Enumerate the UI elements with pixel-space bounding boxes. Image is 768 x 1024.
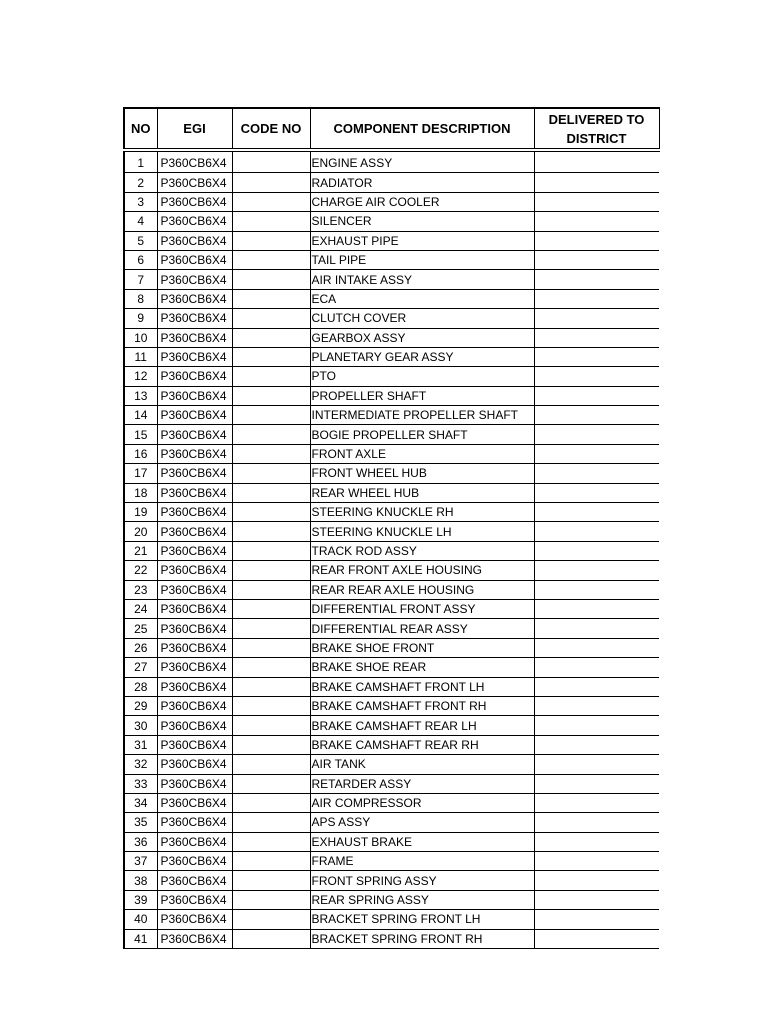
table-row <box>124 522 659 541</box>
table-row <box>124 483 659 502</box>
table-row <box>124 270 659 289</box>
cell-component-description: FRONT AXLE <box>310 444 534 463</box>
table-row <box>124 561 659 580</box>
cell-component-description: AIR COMPRESSOR <box>310 793 534 812</box>
cell-delivered-to-district <box>534 716 659 735</box>
cell-delivered-to-district <box>534 367 659 386</box>
cell-egi: P360CB6X4 <box>157 270 232 289</box>
cell-code-no <box>232 483 310 502</box>
cell-code-no <box>232 212 310 231</box>
table-row <box>124 289 659 308</box>
table-row <box>124 774 659 793</box>
cell-delivered-to-district <box>534 658 659 677</box>
cell-no: 3 <box>124 192 157 211</box>
cell-egi: P360CB6X4 <box>157 871 232 890</box>
table-row <box>124 367 659 386</box>
cell-delivered-to-district <box>534 289 659 308</box>
cell-egi: P360CB6X4 <box>157 832 232 851</box>
cell-code-no <box>232 755 310 774</box>
table-row <box>124 832 659 851</box>
header-delivered-line2: DISTRICT <box>566 130 627 146</box>
cell-component-description: AIR INTAKE ASSY <box>310 270 534 289</box>
cell-no: 30 <box>124 716 157 735</box>
cell-delivered-to-district <box>534 192 659 211</box>
cell-code-no <box>232 774 310 793</box>
cell-no: 38 <box>124 871 157 890</box>
header-delivered-to-district <box>534 108 659 150</box>
cell-code-no <box>232 871 310 890</box>
cell-egi: P360CB6X4 <box>157 347 232 366</box>
cell-no: 5 <box>124 231 157 250</box>
cell-code-no <box>232 231 310 250</box>
cell-component-description: BOGIE PROPELLER SHAFT <box>310 425 534 444</box>
cell-component-description: REAR SPRING ASSY <box>310 890 534 909</box>
cell-delivered-to-district <box>534 270 659 289</box>
cell-no: 1 <box>124 154 157 173</box>
cell-no: 33 <box>124 774 157 793</box>
cell-component-description: FRONT WHEEL HUB <box>310 464 534 483</box>
cell-delivered-to-district <box>534 444 659 463</box>
cell-no: 34 <box>124 793 157 812</box>
cell-egi: P360CB6X4 <box>157 192 232 211</box>
cell-no: 24 <box>124 599 157 618</box>
table-row <box>124 793 659 812</box>
cell-delivered-to-district <box>534 250 659 269</box>
cell-code-no <box>232 250 310 269</box>
cell-no: 10 <box>124 328 157 347</box>
cell-delivered-to-district <box>534 464 659 483</box>
cell-component-description: FRAME <box>310 852 534 871</box>
table-row <box>124 347 659 366</box>
cell-delivered-to-district <box>534 774 659 793</box>
cell-delivered-to-district <box>534 347 659 366</box>
cell-delivered-to-district <box>534 231 659 250</box>
cell-egi: P360CB6X4 <box>157 910 232 929</box>
cell-component-description: REAR FRONT AXLE HOUSING <box>310 561 534 580</box>
cell-code-no <box>232 696 310 715</box>
cell-no: 11 <box>124 347 157 366</box>
cell-egi: P360CB6X4 <box>157 328 232 347</box>
cell-component-description: BRAKE CAMSHAFT FRONT LH <box>310 677 534 696</box>
cell-delivered-to-district <box>534 735 659 754</box>
cell-no: 14 <box>124 406 157 425</box>
cell-egi: P360CB6X4 <box>157 619 232 638</box>
header-component-description: COMPONENT DESCRIPTION <box>310 108 534 150</box>
table-row <box>124 696 659 715</box>
cell-code-no <box>232 503 310 522</box>
cell-no: 27 <box>124 658 157 677</box>
cell-delivered-to-district <box>534 328 659 347</box>
cell-delivered-to-district <box>534 871 659 890</box>
cell-delivered-to-district <box>534 677 659 696</box>
cell-egi: P360CB6X4 <box>157 541 232 560</box>
component-table <box>123 107 660 949</box>
cell-egi: P360CB6X4 <box>157 173 232 192</box>
cell-no: 13 <box>124 386 157 405</box>
cell-egi: P360CB6X4 <box>157 561 232 580</box>
cell-delivered-to-district <box>534 910 659 929</box>
cell-delivered-to-district <box>534 503 659 522</box>
cell-no: 9 <box>124 309 157 328</box>
cell-no: 39 <box>124 890 157 909</box>
cell-egi: P360CB6X4 <box>157 425 232 444</box>
cell-egi: P360CB6X4 <box>157 250 232 269</box>
cell-egi: P360CB6X4 <box>157 599 232 618</box>
table-row <box>124 503 659 522</box>
cell-delivered-to-district <box>534 929 659 948</box>
cell-no: 26 <box>124 638 157 657</box>
cell-component-description: ENGINE ASSY <box>310 154 534 173</box>
cell-component-description: RADIATOR <box>310 173 534 192</box>
cell-component-description: PLANETARY GEAR ASSY <box>310 347 534 366</box>
cell-code-no <box>232 444 310 463</box>
table-row <box>124 599 659 618</box>
cell-component-description: TAIL PIPE <box>310 250 534 269</box>
cell-egi: P360CB6X4 <box>157 929 232 948</box>
cell-code-no <box>232 522 310 541</box>
cell-no: 41 <box>124 929 157 948</box>
cell-egi: P360CB6X4 <box>157 212 232 231</box>
table-row <box>124 231 659 250</box>
table-row <box>124 735 659 754</box>
cell-code-no <box>232 619 310 638</box>
header-code-no: CODE NO <box>232 108 310 150</box>
cell-component-description: BRAKE SHOE REAR <box>310 658 534 677</box>
header-egi: EGI <box>157 108 232 150</box>
table-row <box>124 173 659 192</box>
cell-code-no <box>232 832 310 851</box>
cell-no: 17 <box>124 464 157 483</box>
cell-no: 12 <box>124 367 157 386</box>
cell-no: 28 <box>124 677 157 696</box>
cell-delivered-to-district <box>534 483 659 502</box>
cell-code-no <box>232 192 310 211</box>
table-row <box>124 580 659 599</box>
cell-egi: P360CB6X4 <box>157 755 232 774</box>
cell-code-no <box>232 599 310 618</box>
cell-delivered-to-district <box>534 813 659 832</box>
cell-no: 37 <box>124 852 157 871</box>
table-row <box>124 755 659 774</box>
cell-egi: P360CB6X4 <box>157 658 232 677</box>
cell-egi: P360CB6X4 <box>157 231 232 250</box>
table-row <box>124 852 659 871</box>
cell-component-description: BRAKE SHOE FRONT <box>310 638 534 657</box>
cell-no: 32 <box>124 755 157 774</box>
cell-egi: P360CB6X4 <box>157 367 232 386</box>
cell-code-no <box>232 852 310 871</box>
table-row <box>124 677 659 696</box>
cell-egi: P360CB6X4 <box>157 309 232 328</box>
table-row <box>124 619 659 638</box>
cell-delivered-to-district <box>534 309 659 328</box>
cell-component-description: BRAKE CAMSHAFT REAR LH <box>310 716 534 735</box>
table-row <box>124 328 659 347</box>
cell-code-no <box>232 270 310 289</box>
cell-egi: P360CB6X4 <box>157 638 232 657</box>
cell-component-description: INTERMEDIATE PROPELLER SHAFT <box>310 406 534 425</box>
cell-code-no <box>232 890 310 909</box>
cell-delivered-to-district <box>534 619 659 638</box>
cell-no: 20 <box>124 522 157 541</box>
cell-delivered-to-district <box>534 212 659 231</box>
cell-component-description: BRACKET SPRING FRONT LH <box>310 910 534 929</box>
cell-delivered-to-district <box>534 599 659 618</box>
header-delivered-line1: DELIVERED TO <box>548 111 645 127</box>
cell-component-description: BRAKE CAMSHAFT REAR RH <box>310 735 534 754</box>
table-row <box>124 541 659 560</box>
cell-delivered-to-district <box>534 561 659 580</box>
cell-no: 16 <box>124 444 157 463</box>
cell-no: 15 <box>124 425 157 444</box>
cell-code-no <box>232 813 310 832</box>
cell-code-no <box>232 580 310 599</box>
cell-egi: P360CB6X4 <box>157 735 232 754</box>
cell-no: 21 <box>124 541 157 560</box>
cell-no: 8 <box>124 289 157 308</box>
cell-component-description: PROPELLER SHAFT <box>310 386 534 405</box>
cell-code-no <box>232 735 310 754</box>
cell-code-no <box>232 154 310 173</box>
table-row <box>124 464 659 483</box>
cell-component-description: REAR WHEEL HUB <box>310 483 534 502</box>
cell-egi: P360CB6X4 <box>157 289 232 308</box>
table-body <box>124 150 659 949</box>
cell-egi: P360CB6X4 <box>157 813 232 832</box>
component-table-sheet <box>123 107 658 949</box>
cell-delivered-to-district <box>534 425 659 444</box>
cell-no: 36 <box>124 832 157 851</box>
cell-code-no <box>232 406 310 425</box>
cell-egi: P360CB6X4 <box>157 677 232 696</box>
cell-component-description: AIR TANK <box>310 755 534 774</box>
cell-component-description: TRACK ROD ASSY <box>310 541 534 560</box>
table-row <box>124 929 659 948</box>
cell-no: 25 <box>124 619 157 638</box>
cell-delivered-to-district <box>534 852 659 871</box>
cell-egi: P360CB6X4 <box>157 890 232 909</box>
cell-code-no <box>232 328 310 347</box>
table-row <box>124 386 659 405</box>
cell-delivered-to-district <box>534 638 659 657</box>
cell-egi: P360CB6X4 <box>157 154 232 173</box>
table-row <box>124 250 659 269</box>
cell-component-description: BRACKET SPRING FRONT RH <box>310 929 534 948</box>
cell-code-no <box>232 309 310 328</box>
cell-code-no <box>232 638 310 657</box>
cell-egi: P360CB6X4 <box>157 483 232 502</box>
cell-egi: P360CB6X4 <box>157 580 232 599</box>
cell-delivered-to-district <box>534 154 659 173</box>
cell-no: 31 <box>124 735 157 754</box>
cell-code-no <box>232 929 310 948</box>
cell-no: 40 <box>124 910 157 929</box>
cell-code-no <box>232 561 310 580</box>
table-row <box>124 910 659 929</box>
table-row <box>124 871 659 890</box>
cell-delivered-to-district <box>534 755 659 774</box>
table-row <box>124 406 659 425</box>
header-row <box>124 108 659 150</box>
cell-code-no <box>232 541 310 560</box>
cell-component-description: FRONT SPRING ASSY <box>310 871 534 890</box>
cell-code-no <box>232 289 310 308</box>
cell-no: 7 <box>124 270 157 289</box>
table-row <box>124 444 659 463</box>
cell-component-description: REAR REAR AXLE HOUSING <box>310 580 534 599</box>
table-row <box>124 154 659 173</box>
cell-delivered-to-district <box>534 386 659 405</box>
cell-no: 6 <box>124 250 157 269</box>
cell-delivered-to-district <box>534 696 659 715</box>
cell-component-description: ECA <box>310 289 534 308</box>
cell-no: 2 <box>124 173 157 192</box>
cell-code-no <box>232 716 310 735</box>
cell-code-no <box>232 793 310 812</box>
cell-component-description: DIFFERENTIAL REAR ASSY <box>310 619 534 638</box>
cell-component-description: BRAKE CAMSHAFT FRONT RH <box>310 696 534 715</box>
cell-egi: P360CB6X4 <box>157 774 232 793</box>
cell-egi: P360CB6X4 <box>157 793 232 812</box>
cell-component-description: APS ASSY <box>310 813 534 832</box>
cell-egi: P360CB6X4 <box>157 716 232 735</box>
cell-no: 19 <box>124 503 157 522</box>
header-no: NO <box>124 108 157 150</box>
cell-egi: P360CB6X4 <box>157 503 232 522</box>
cell-component-description: SILENCER <box>310 212 534 231</box>
cell-component-description: RETARDER ASSY <box>310 774 534 793</box>
table-header <box>124 108 659 150</box>
table-row <box>124 638 659 657</box>
cell-delivered-to-district <box>534 793 659 812</box>
table-row <box>124 890 659 909</box>
cell-code-no <box>232 367 310 386</box>
cell-no: 35 <box>124 813 157 832</box>
cell-no: 4 <box>124 212 157 231</box>
cell-egi: P360CB6X4 <box>157 464 232 483</box>
cell-no: 18 <box>124 483 157 502</box>
cell-component-description: PTO <box>310 367 534 386</box>
cell-egi: P360CB6X4 <box>157 696 232 715</box>
cell-component-description: STEERING KNUCKLE LH <box>310 522 534 541</box>
table-row <box>124 716 659 735</box>
cell-code-no <box>232 425 310 444</box>
cell-no: 23 <box>124 580 157 599</box>
cell-component-description: STEERING KNUCKLE RH <box>310 503 534 522</box>
cell-delivered-to-district <box>534 580 659 599</box>
cell-component-description: GEARBOX ASSY <box>310 328 534 347</box>
cell-code-no <box>232 386 310 405</box>
cell-egi: P360CB6X4 <box>157 406 232 425</box>
cell-code-no <box>232 173 310 192</box>
cell-code-no <box>232 464 310 483</box>
cell-component-description: CLUTCH COVER <box>310 309 534 328</box>
table-row <box>124 813 659 832</box>
cell-delivered-to-district <box>534 832 659 851</box>
cell-component-description: EXHAUST BRAKE <box>310 832 534 851</box>
cell-component-description: CHARGE AIR COOLER <box>310 192 534 211</box>
cell-no: 29 <box>124 696 157 715</box>
cell-delivered-to-district <box>534 541 659 560</box>
cell-delivered-to-district <box>534 522 659 541</box>
table-row <box>124 192 659 211</box>
cell-code-no <box>232 910 310 929</box>
cell-component-description: EXHAUST PIPE <box>310 231 534 250</box>
cell-code-no <box>232 677 310 696</box>
cell-egi: P360CB6X4 <box>157 386 232 405</box>
table-row <box>124 309 659 328</box>
cell-code-no <box>232 347 310 366</box>
cell-no: 22 <box>124 561 157 580</box>
table-row <box>124 425 659 444</box>
cell-egi: P360CB6X4 <box>157 852 232 871</box>
table-row <box>124 212 659 231</box>
cell-delivered-to-district <box>534 890 659 909</box>
cell-code-no <box>232 658 310 677</box>
cell-delivered-to-district <box>534 173 659 192</box>
table-row <box>124 658 659 677</box>
cell-egi: P360CB6X4 <box>157 522 232 541</box>
cell-egi: P360CB6X4 <box>157 444 232 463</box>
cell-delivered-to-district <box>534 406 659 425</box>
cell-component-description: DIFFERENTIAL FRONT ASSY <box>310 599 534 618</box>
